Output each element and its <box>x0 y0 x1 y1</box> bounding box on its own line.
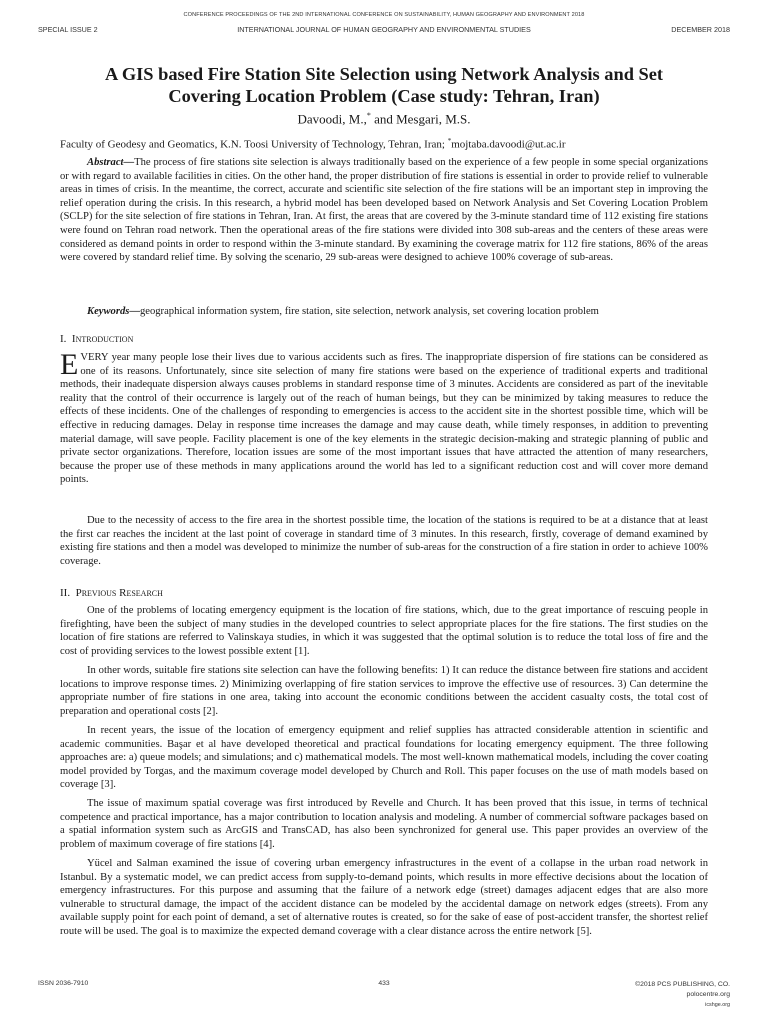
research-paragraph-5: Yücel and Salman examined the issue of covering urban emergency infrastructures in the event of a collapse in the urban road network in Istanbul. By a systematic model, we can predict access from supply-to-demand points, which results in more effective decisions about the location of emergency infrastructures. For this purpose and assuming that the failure of a network edge (street) damages adjacent edges that are also more vulnerable to structural damage, the impact of the accident distance can be modeled by the accidental damage on network edges (streets). From any available supply point for each point of demand, a set of alternative routes is created, so for the sake of ease of post-accident transfer, the shortest relief route will be used. The goal is to maximize the expected demand coverage with a clear distance across the entire network [5]. <box>60 858 708 937</box>
conference-header: CONFERENCE PROCEEDINGS OF THE 2ND INTERNATIONAL CONFERENCE ON SUSTAINABILITY, HUMAN GEOGRAPHY AND ENVIRONMENT 2018 <box>183 12 585 18</box>
abstract-label: Abstract <box>87 157 124 168</box>
journal-name: INTERNATIONAL JOURNAL OF HUMAN GEOGRAPHY AND ENVIRONMENTAL STUDIES <box>237 25 531 34</box>
abstract-dash: — <box>123 157 135 168</box>
affiliation-mark: * <box>447 137 452 145</box>
issue-date: DECEMBER 2018 <box>671 25 730 34</box>
intro-paragraph-1 <box>60 348 708 487</box>
publisher-info <box>635 980 730 1010</box>
section-heading-previous-research <box>60 587 708 599</box>
copyright: ©2018 PCS PUBLISHING, CO. <box>635 981 730 988</box>
intro-paragraph-1-text: VERY year many people lose their lives due to various accidents such as fires. The inappropriate dispersion of fire stations can be considered as one of its reasons. Unfortunately, since site selection of many fire stations were based on the experience of traditional experts and traditional methods, their inadequate dispersion always causes problems in standard response time of 3 minutes. Accidents are considered as part of the inevitable reality that the control of their occurrence is largely out of the reach of human beings, but they can be minimized by taking measures to reduce the effects of these incidents. One of the challenges of responding to emergencies is access to the accident site in the shortest possible time, which will be effective in reducing damages. Delay in response time increases the damage and may cause death, while timely responses, in addition to preventing material damage, will save people. Facility placement is one of the key elements in the strategic decision-making and strategic planning of public and private sector organizations. Therefore, location issues are some of the most important issues that have attracted the attention of many researchers, because the proper use of these methods in many applications around the world has led to a significant reduction cost and will cover more demand points. <box>60 352 708 486</box>
publisher-link-1[interactable]: polocentre.org <box>686 991 730 998</box>
title-line-1: A GIS based Fire Station Site Selection using Network Analysis and Set <box>104 64 664 84</box>
issue-label: SPECIAL ISSUE 2 <box>38 25 98 34</box>
keywords-dash: — <box>129 306 140 317</box>
publisher-link-2[interactable]: icshge.org <box>705 1002 730 1008</box>
section-title: Previous Research <box>75 587 163 599</box>
keywords-label: Keywords <box>87 306 130 317</box>
intro-paragraph-2: Due to the necessity of access to the fire area in the shortest possible time, the location of the stations is required to be at a distance that at least the first car reaches the incident at the last point of coverage in standard time of 3 minutes. In this research, firstly, coverage of demand examined by existing fire stations and then a model was developed to minimize the number of sub-areas for the construction of a fire station in order to achieve 100% coverage. <box>60 515 708 567</box>
author-list <box>0 111 768 127</box>
keywords <box>60 305 708 319</box>
abstract <box>60 156 708 265</box>
abstract-text: The process of fire stations site selection is always traditionally based on the experience of a few people in some special organizations or with regard to available facilities in cities. On the other hand, the proper distribution of fire stations is essential in order to provide relief to vulnerable areas in times of crisis. In the meantime, the correct, accurate and scientific site selection of the fire stations will be an important step in improving the relief operation during the crisis. In this research, a hybrid model has been developed based on Network Analysis and Set Covering Location Problem (SCLP) for the site selection of fire stations in Tehran, Iran. At first, the areas that are covered by the 3-minute standard time of 112 existing fire stations were found on Tehran road network. Then the operational areas of the fire stations were divided into 308 sub-areas and the centers of these areas were considered as demand points in order to respond within the 3-minute standard. By examining the coverage matrix for 112 fire stations, 86% of the areas were covered by standard relief time. By solving the scenario, 29 sub-areas were designed to achieve 100% coverage of sub-areas. <box>60 157 708 264</box>
affiliation <box>60 137 710 151</box>
paper-title <box>40 63 728 107</box>
drop-cap: E <box>60 348 79 381</box>
issn: ISSN 2036-7910 <box>38 980 89 987</box>
research-paragraph-2: In other words, suitable fire stations site selection can have the following benefits: 1) It can reduce the distance between fire stations and accident locations to improve response times. 2) Minimizing overlapping of fire station services to improve the effective use of resources. 3) Can determine the appropriate number of fire stations in one area, taking into account the economic conditions between the accident casualty costs, the total cost of preparation and operational costs [2]. <box>60 665 708 717</box>
title-line-2: Covering Location Problem (Case study: Tehran, Iran) <box>168 86 600 106</box>
author-1: Davoodi, M., <box>297 111 367 127</box>
page-footer <box>38 980 730 1020</box>
research-paragraph-4: The issue of maximum spatial coverage was first introduced by Revelle and Church. It has been proved that this issue, in terms of technical competence and practical importance, has a major contribution to location analysis and modeling. A number of commercial software packages based on a spatial information system such as ArcGIS and TransCAD, has also been synchronized for general use. This paper provides an overview of the problem of maximum coverage of fire stations [4]. <box>60 798 708 850</box>
section-heading-introduction <box>60 333 708 345</box>
affiliation-text: Faculty of Geodesy and Geomatics, K.N. Toosi University of Technology, Tehran, Iran; <box>60 138 445 151</box>
keywords-text: geographical information system, fire station, site selection, network analysis, set covering location problem <box>139 306 599 317</box>
author-2: and Mesgari, M.S. <box>370 111 471 127</box>
page-number: 433 <box>378 980 390 987</box>
section-title: Introduction <box>71 333 134 345</box>
corresponding-mark: * <box>366 111 371 120</box>
contact-email: mojtaba.davoodi@ut.ac.ir <box>451 138 566 151</box>
section-number: II. <box>60 587 71 599</box>
section-number: I. <box>60 333 67 345</box>
research-paragraph-3: In recent years, the issue of the location of emergency equipment and relief supplies has attracted considerable attention in scientific and academic communities. Başar et al have developed theoretical and practical foundations for locating emergency equipment. The three following approaches are: a) queue models; and simulations; and c) mathematical models. The most well-known mathematical models, including the cover coating model provided by Torgas, and the maximum coverage model developed by Church and Roll. This paper focuses on the use of math models based on coverage [3]. <box>60 725 708 791</box>
research-paragraph-1: One of the problems of locating emergency equipment is the location of fire stations, which, due to the great importance of rescuing people in firefighting, have been the subject of many studies in the developed countries to select appropriate places for the fire stations. The first studies on the location of fire stations are referred to Valinskaya studies, in which it was suggested that the optimal solution is to reduce the total loss of fire and the cost of providing services to the lowest possible extent [1]. <box>60 605 708 657</box>
running-header <box>38 25 730 35</box>
